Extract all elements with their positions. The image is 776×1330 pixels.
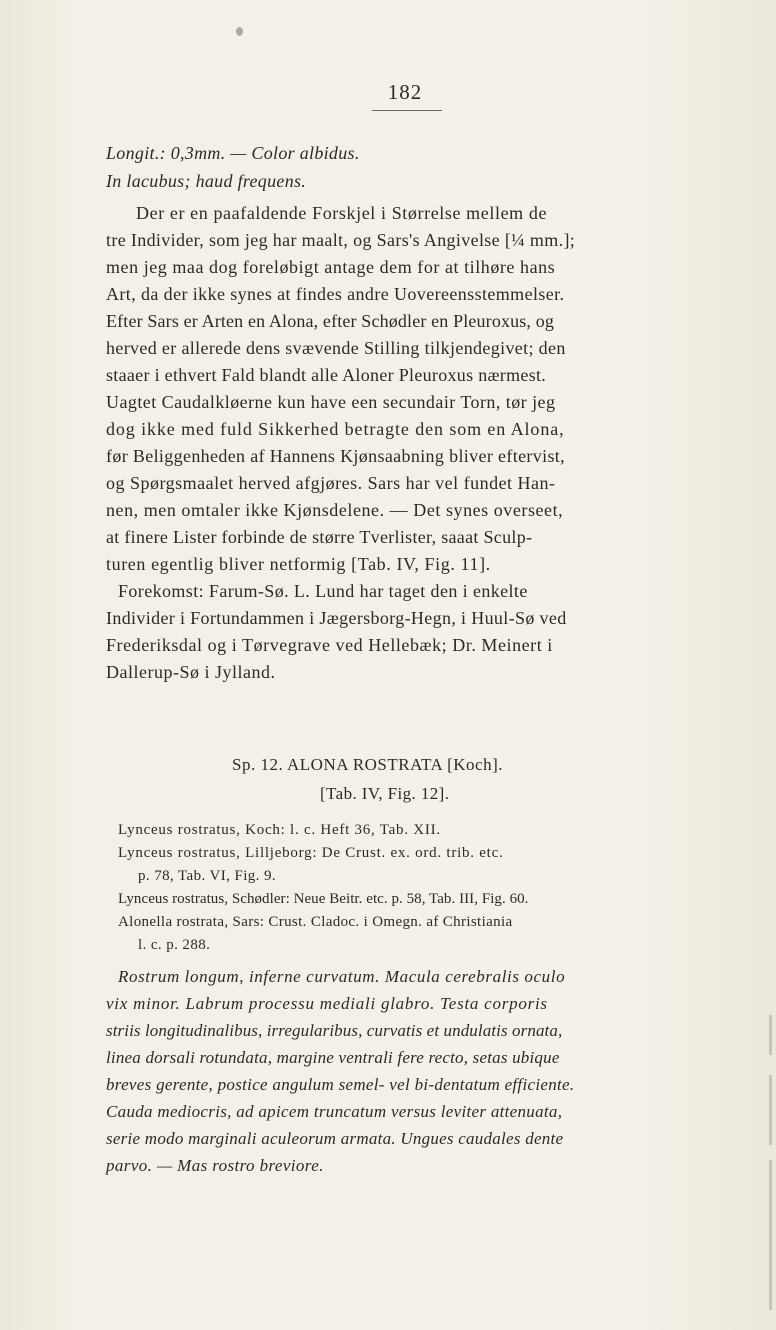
scan-edge-mark [769,1075,772,1145]
scan-edge-mark [769,1160,772,1310]
text-line: før Beliggenheden af Hannens Kjønsaabning bliver eftervist, [106,446,566,466]
latin-line: linea dorsali rotundata, margine ventrali fere recto, setas ubique [106,1048,560,1067]
latin-line: Cauda mediocris, ad apicem truncatum versus leviter attenuata, [106,1102,563,1121]
latin-line: breves gerente, postice angulum semel- vel bi-dentatum efficiente. [106,1075,575,1094]
species-heading: Sp. 12. ALONA ROSTRATA [Koch]. [232,755,504,774]
page-number: 182 [387,80,423,104]
latin-line: serie modo marginali aculeorum armata. Ungues caudales dente [106,1129,564,1148]
latin-line: Rostrum longum, inferne curvatum. Macula cerebralis oculo [118,967,566,986]
latin-line: striis longitudinalibus, irregularibus, curvatis et undulatis ornata, [106,1021,563,1040]
synonym-entry: Alonella rostrata, Sars: Crust. Cladoc. i Omegn. af Christiania [118,914,513,930]
intro-habitat: In lacubus; haud frequens. [106,171,307,191]
text-line: Efter Sars er Arten en Alona, efter Schødler en Pleuroxus, og [106,311,555,331]
intro-measurement: Longit.: 0,3mm. — Color albidus. [106,143,360,163]
latin-line: vix minor. Labrum processu mediali glabro. Testa corporis [106,994,548,1013]
text-line: Der er en paafaldende Forskjel i Størrelse mellem de [136,203,548,223]
text-line: Frederiksdal og i Tørvegrave ved Hellebæk; Dr. Meinert i [106,635,553,655]
ink-spot [236,27,243,36]
text-line: staaer i ethvert Fald blandt alle Aloner Pleuroxus nærmest. [106,365,547,385]
latin-line: parvo. — Mas rostro breviore. [106,1156,324,1175]
text-line: Dallerup-Sø i Jylland. [106,662,276,682]
synonym-entry: Lynceus rostratus, Lilljeborg: De Crust. ex. ord. trib. etc. [118,845,504,861]
scan-edge-mark [769,1015,772,1055]
page-number-rule [372,110,442,111]
text-line: men jeg maa dog foreløbigt antage dem for at tilhøre hans [106,257,556,277]
text-line: dog ikke med fuld Sikkerhed betragte den som en Alona, [106,419,565,439]
text-line: tre Individer, som jeg har maalt, og Sars's Angivelse [¼ mm.]; [106,230,576,250]
synonym-entry: l. c. p. 288. [138,937,211,953]
text-line: Uagtet Caudalkløerne kun have een secundair Torn, tør jeg [106,392,556,412]
text-line: Art, da der ikke synes at findes andre Uovereensstemmelser. [106,284,565,304]
synonym-entry: Lynceus rostratus, Koch: l. c. Heft 36, Tab. XII. [118,822,441,838]
text-line: turen egentlig bliver netformig [Tab. IV, Fig. 11]. [106,554,491,574]
synonym-entry: Lynceus rostratus, Schødler: Neue Beitr. etc. p. 58, Tab. III, Fig. 60. [118,891,529,907]
text-line: nen, men omtaler ikke Kjønsdelene. — Det synes overseet, [106,500,564,520]
text-line: herved er allerede dens svævende Stilling tilkjendegivet; den [106,338,566,358]
synonym-entry: p. 78, Tab. VI, Fig. 9. [138,868,277,884]
text-line: Individer i Fortundammen i Jægersborg-Hegn, i Huul-Sø ved [106,608,567,628]
text-line: Forekomst: Farum-Sø. L. Lund har taget den i enkelte [118,581,528,601]
text-line: at finere Lister forbinde de større Tverlister, saaat Sculp- [106,527,533,547]
species-plate-reference: [Tab. IV, Fig. 12]. [320,784,450,803]
text-line: og Spørgsmaalet herved afgjøres. Sars har vel fundet Han- [106,473,556,493]
